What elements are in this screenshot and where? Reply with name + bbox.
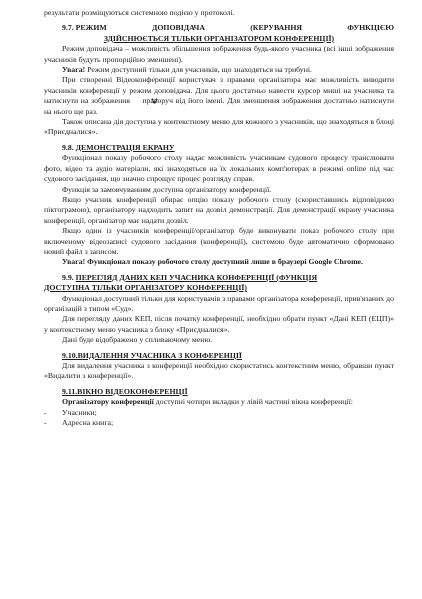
s99-paragraph-1: Функціонал доступний тільки для користувачів з правами організатора конференції, прив'язаних до організацій з типом «Суд». <box>44 293 394 313</box>
section-9-9-title-line2: ДОСТУПНА ТІЛЬКИ ОРГАНІЗАТОРУ КОНФЕРЕНЦІЇ) <box>44 283 248 293</box>
tabs-list <box>44 408 394 429</box>
list-item: - Учасники; <box>44 408 394 418</box>
warning-label: Увага! <box>62 65 86 75</box>
s910-paragraph-1: Для видалення учасника з конференції необхідно скористатись контекстним меню, обравши пункт «Видалити з конференції». <box>44 361 394 381</box>
section-9-11-heading: 9.11.ВІКНО ВІДЕОКОНФЕРЕНЦІЇ <box>62 386 188 396</box>
list-item: - Адресна книга; <box>44 418 394 428</box>
section-9-9-heading: 9.9. ПЕРЕГЛЯД ДАНИХ КЕП УЧАСНИКА КОНФЕРЕНЦІЇ (ФУНКЦІЯ ДОСТУПНА ТІЛЬКИ ОРГАНІЗАТОРУ КОНФЕРЕНЦІЇ) <box>44 273 394 294</box>
s99-paragraph-2: Для перегляду даних КЕП, після початку конференції, необхідно обрати пункт «Дані КЕП (ЕЦП)» у контекстному меню учасника з блоку «Приєдналися». <box>44 314 394 334</box>
s98-paragraph-4: Якщо один із учасників конференції/організатор буде виконувати показ робочого столу при включеному відеозаписі судового засідання (конференції), системою буде автоматично сформовано новий файл з записом. <box>44 226 394 256</box>
s97-paragraph-3: При створенні Відеоконференції користувач з правами організатора має можливість виводити учасників конференції у режим доповідача. Для цього достатньо навести курсор миші на учасника та натиснути на зображення праворуч від його імені. Для зменшення зображення достатньо натиснути на нього ще раз. <box>44 75 394 116</box>
top-line: результати розміщуються системною подією у протоколі. <box>44 8 235 17</box>
s97-paragraph-2: Увага! Режим доступний тільки для учасників, що знаходяться на трибуні. <box>62 65 312 75</box>
s98-warning: Увага! Функціонал показу робочого столу доступний лише в браузері Google Chrome. <box>62 257 363 267</box>
s98-paragraph-2: Функція за замовчуванням доступна організатору конференції. <box>62 184 272 194</box>
s97-paragraph-1: Режим доповідача – можливість збільшення зображення будь-якого учасника (всі інші зображення учасників будуть пропорційно зменшені). <box>44 44 394 64</box>
s98-paragraph-1: Функціонал показу робочого столу надає можливість учасникам судового процесу транслювати фото, відео та аудіо матеріали, які знаходяться на їх локальних комп'ютерах в режимі online під час судового засідання, що значно спрощує процес розгляду справ. <box>44 153 394 184</box>
s99-paragraph-3: Дані буде відображено у спливаючому меню. <box>62 335 213 345</box>
section-9-7-number-title: 9.7. РЕЖИМ <box>62 23 107 33</box>
section-9-7-title-line2: ЗДІЙСНЮЄТЬСЯ ТІЛЬКИ ОРГАНІЗАТОРОМ КОНФЕРЕНЦІЇ) <box>103 33 335 43</box>
s911-paragraph-1: Організатору конференції доступні чотири вкладки у лівій частині вікна конференції: <box>62 397 353 407</box>
section-9-8-heading: 9.8. ДЕМОНСТРАЦІЯ ЕКРАНУ <box>62 142 175 152</box>
section-9-10-heading: 9.10.ВИДАЛЕННЯ УЧАСНИКА З КОНФЕРЕНЦІЇ <box>62 350 242 360</box>
section-9-7-title-word: ДОПОВІДАЧА <box>152 23 205 33</box>
s98-paragraph-3: Якщо учасник конференції обирає опцію показу робочого столу (скориставшись відповідною піктограмою), організатору надходить запит на дозвіл демонстрації. Для демонстрації екрану учасника конференції, організатор має надати дозвіл. <box>44 194 394 225</box>
s97-paragraph-4: Також описана дія доступна у контекстному меню для кожного з учасників, що знаходяться в блоці «Приєдналися». <box>44 117 394 137</box>
section-9-7-title-word: (КЕРУВАННЯ <box>250 23 303 33</box>
section-9-7-title-word: ФУНКЦІЄЮ <box>347 23 394 33</box>
section-9-7-heading <box>44 23 394 44</box>
mouse-pointer-icon <box>133 97 140 103</box>
